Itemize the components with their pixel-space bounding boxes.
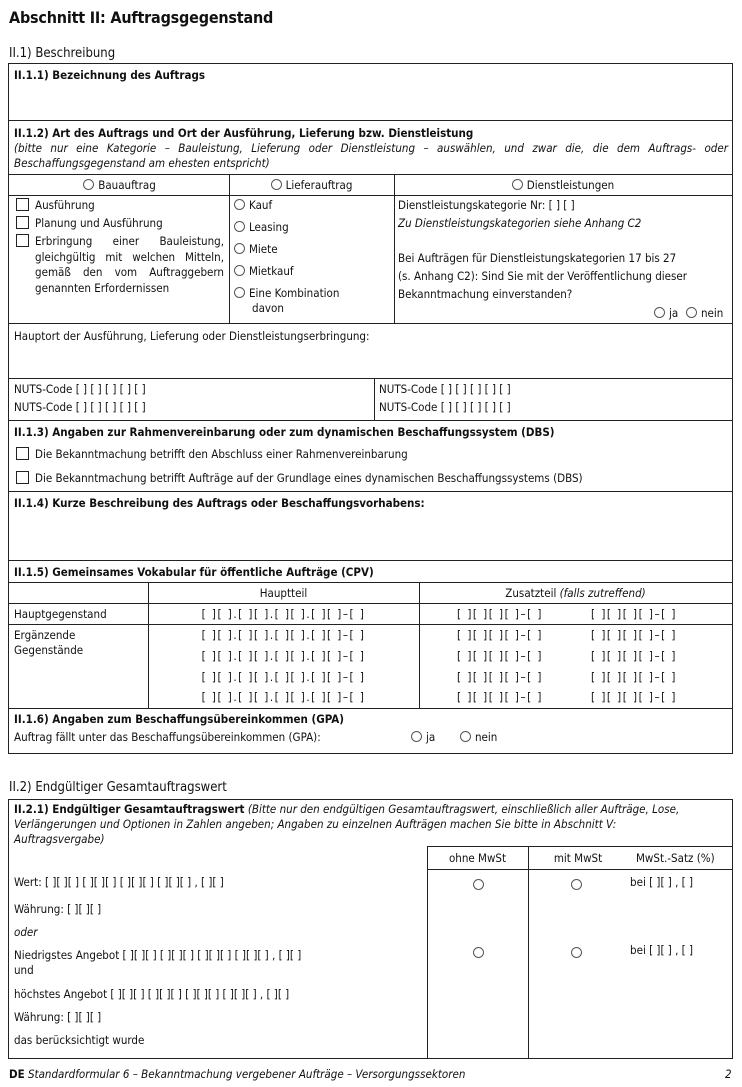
dienstleistungskategorie-field[interactable]: Dienstleistungskategorie Nr: [ ] [ ] [398,198,575,212]
radio-leasing[interactable]: Leasing [234,220,289,235]
erbringung-label: Erbringung einer Bauleistung, gleichgültig mit welchen Mitteln, gemäß den vom Auftraggebern genannten Erfordernissen [35,234,224,295]
checkbox-icon [16,447,29,460]
radio-icon [473,879,484,890]
radio-dienst-nein[interactable]: nein [686,306,723,321]
radio-icon [686,307,697,318]
radio-icon [271,179,282,190]
cpv-haupt-code-0[interactable]: [ ][ ].[ ][ ].[ ][ ].[ ][ ]–[ ] [201,607,366,621]
radio-icon [473,947,484,958]
field-label-bezeichnung: II.1.1) Bezeichnung des Auftrags [14,68,206,82]
gesamtwert-line-1: II.2.1) Endgültiger Gesamtauftragswert (Bitte nur den endgültigen Gesamtauftragswert, einschließlich aller Aufträge, Lose, [14,802,680,816]
cpv-zusatz-code-3b[interactable]: [ ][ ][ ][ ]–[ ] [591,670,677,684]
radio-icon [234,199,245,210]
page-number: 2 [725,1067,732,1081]
col-ohne-mwst: ohne MwSt [448,851,507,865]
mwst-satz-field-2[interactable]: bei [ ][ ] , [ ] [630,943,694,957]
kombination-label-2: davon [252,301,284,315]
cpv-haupt-code-4[interactable]: [ ][ ].[ ][ ].[ ][ ].[ ][ ]–[ ] [201,690,366,704]
hoechstes-angebot-field[interactable]: höchstes Angebot [ ][ ][ ] [ ][ ][ ] [ ][ ][ ] [ ][ ][ ] , [ ][ ] [14,987,290,1001]
cpv-zusatz-code-1a[interactable]: [ ][ ][ ][ ]–[ ] [457,628,543,642]
art-note: (bitte nur eine Kategorie – Bauleistung, Lieferung oder Dienstleistung – auswählen, und zwar die, die dem Auftrags- oder Beschaffungsgegenstand am ehesten entspricht) [14,141,728,170]
cpv-haupt-code-3[interactable]: [ ][ ].[ ][ ].[ ][ ].[ ][ ]–[ ] [201,670,366,684]
cpv-row-ergaenzend-1: Ergänzende [14,628,76,642]
nuts-code-field-2[interactable]: NUTS-Code [ ] [ ] [ ] [ ] [ ] [14,400,146,414]
dienst-question-2: (s. Anhang C2): Sind Sie mit der Veröffentlichung dieser [398,269,688,283]
cpv-zusatz-code-4b[interactable]: [ ][ ][ ][ ]–[ ] [591,690,677,704]
bezeichnung-input[interactable] [10,85,730,120]
checkbox-icon [16,471,29,484]
cpv-col-hauptteil: Hauptteil [259,586,308,600]
field-label-cpv: II.1.5) Gemeinsames Vokabular für öffentliche Aufträge (CPV) [14,565,374,579]
radio-lieferauftrag[interactable]: Lieferauftrag [229,178,394,193]
radio-wert-mit[interactable] [571,878,586,892]
hauptort-label: Hauptort der Ausführung, Lieferung oder Dienstleistungserbringung: [14,329,370,343]
checkbox-dbs[interactable]: Die Bekanntmachung betrifft Aufträge auf der Grundlage eines dynamischen Beschaffungssystems (DBS) [16,471,583,486]
col-mwst-satz: MwSt.-Satz (%) [636,851,715,865]
dienst-hint: Zu Dienstleistungskategorien siehe Anhang C2 [398,216,642,230]
waehrung-field-2[interactable]: Währung: [ ][ ][ ] [14,1010,102,1024]
col-mit-mwst: mit MwSt [553,851,603,865]
radio-bauauftrag[interactable]: Bauauftrag [10,178,229,193]
niedrigstes-angebot-field[interactable]: Niedrigstes Angebot [ ][ ][ ] [ ][ ][ ] [ ][ ][ ] [ ][ ][ ] , [ ][ ] [14,948,302,962]
wert-field[interactable]: Wert: [ ][ ][ ] [ ][ ][ ] [ ][ ][ ] [ ][ ][ ] , [ ][ ] [14,875,224,889]
radio-kauf[interactable]: Kauf [234,198,272,213]
gesamtwert-line-2: Verlängerungen und Optionen in Zahlen angeben; Angaben zu einzelnen Aufträgen machen Sie bitte in Abschnitt V: [14,817,617,831]
cpv-haupt-code-2[interactable]: [ ][ ].[ ][ ].[ ][ ].[ ][ ]–[ ] [201,649,366,663]
radio-icon [234,221,245,232]
checkbox-ausfuehrung[interactable]: Ausführung [16,198,95,213]
field-label-rahmen: II.1.3) Angaben zur Rahmenvereinbarung oder zum dynamischen Beschaffungssystem (DBS) [14,425,555,439]
cpv-row-ergaenzend-2: Gegenstände [14,643,84,657]
hauptort-input[interactable] [10,346,730,378]
cpv-haupt-code-1[interactable]: [ ][ ].[ ][ ].[ ][ ].[ ][ ]–[ ] [201,628,366,642]
nuts-code-field-3[interactable]: NUTS-Code [ ] [ ] [ ] [ ] [ ] [379,382,511,396]
radio-mietkauf[interactable]: Mietkauf [234,264,294,279]
cpv-zusatz-code-2b[interactable]: [ ][ ][ ][ ]–[ ] [591,649,677,663]
radio-gpa-nein[interactable]: nein [460,730,497,745]
radio-icon [83,179,94,190]
radio-angebot-mit[interactable] [571,946,586,960]
beruecksichtigt-label: das berücksichtigt wurde [14,1033,145,1047]
field-label-art: II.1.2) Art des Auftrags und Ort der Ausführung, Lieferung bzw. Dienstleistung [14,126,474,140]
field-label-gpa: II.1.6) Angaben zum Beschaffungsübereinkommen (GPA) [14,712,344,726]
radio-miete[interactable]: Miete [234,242,278,257]
radio-angebot-ohne[interactable] [473,946,488,960]
radio-icon [460,731,471,742]
checkbox-icon [16,216,29,229]
waehrung-field-1[interactable]: Währung: [ ][ ][ ] [14,902,102,916]
nuts-code-field-1[interactable]: NUTS-Code [ ] [ ] [ ] [ ] [ ] [14,382,146,396]
cpv-zusatz-code-1b[interactable]: [ ][ ][ ][ ]–[ ] [591,628,677,642]
dienst-question-3: Bekanntmachung einverstanden? [398,287,573,301]
radio-icon [512,179,523,190]
radio-icon [654,307,665,318]
gesamtwert-line-3: Auftragsvergabe) [14,832,105,846]
cpv-zusatz-code-4a[interactable]: [ ][ ][ ][ ]–[ ] [457,690,543,704]
radio-icon [234,243,245,254]
radio-icon [234,265,245,276]
cpv-zusatz-code-0b[interactable]: [ ][ ][ ][ ]–[ ] [591,607,677,621]
radio-dienstleistungen[interactable]: Dienstleistungen [394,178,732,193]
field-label-kurzbeschreibung: II.1.4) Kurze Beschreibung des Auftrags oder Beschaffungsvorhabens: [14,496,425,510]
footer-text: DE Standardformular 6 – Bekanntmachung vergebener Aufträge – Versorgungssektoren [9,1067,466,1081]
section-ii2-box [8,799,733,1059]
section-heading-beschreibung: II.1) Beschreibung [9,46,116,61]
page-title: Abschnitt II: Auftragsgegenstand [9,8,274,27]
kurzbeschreibung-input[interactable] [10,513,730,559]
gpa-question: Auftrag fällt unter das Beschaffungsübereinkommen (GPA): [14,730,321,744]
nuts-code-field-4[interactable]: NUTS-Code [ ] [ ] [ ] [ ] [ ] [379,400,511,414]
radio-icon [411,731,422,742]
cpv-col-zusatzteil: Zusatzteil (falls zutreffend) [505,586,646,600]
radio-icon [571,947,582,958]
section-heading-gesamtwert: II.2) Endgültiger Gesamtauftragswert [9,780,227,795]
radio-gpa-ja[interactable]: ja [411,730,435,745]
cpv-row-hauptgegenstand: Hauptgegenstand [14,607,107,621]
radio-icon [571,879,582,890]
cpv-zusatz-code-2a[interactable]: [ ][ ][ ][ ]–[ ] [457,649,543,663]
checkbox-icon [16,234,29,247]
mwst-satz-field-1[interactable]: bei [ ][ ] , [ ] [630,875,694,889]
radio-wert-ohne[interactable] [473,878,488,892]
dienst-question-1: Bei Aufträgen für Dienstleistungskategorien 17 bis 27 [398,251,677,265]
checkbox-rahmenvereinbarung[interactable]: Die Bekanntmachung betrifft den Abschluss einer Rahmenvereinbarung [16,447,408,462]
radio-icon [234,287,245,298]
oder-label: oder [14,925,38,939]
cpv-zusatz-code-3a[interactable]: [ ][ ][ ][ ]–[ ] [457,670,543,684]
radio-kombination[interactable]: Eine Kombination [234,286,339,301]
checkbox-icon [16,198,29,211]
checkbox-erbringung[interactable] [16,234,35,249]
und-label: und [14,963,34,977]
radio-dienst-ja[interactable]: ja [654,306,678,321]
cpv-zusatz-code-0a[interactable]: [ ][ ][ ][ ]–[ ] [457,607,543,621]
checkbox-planung[interactable]: Planung und Ausführung [16,216,163,231]
